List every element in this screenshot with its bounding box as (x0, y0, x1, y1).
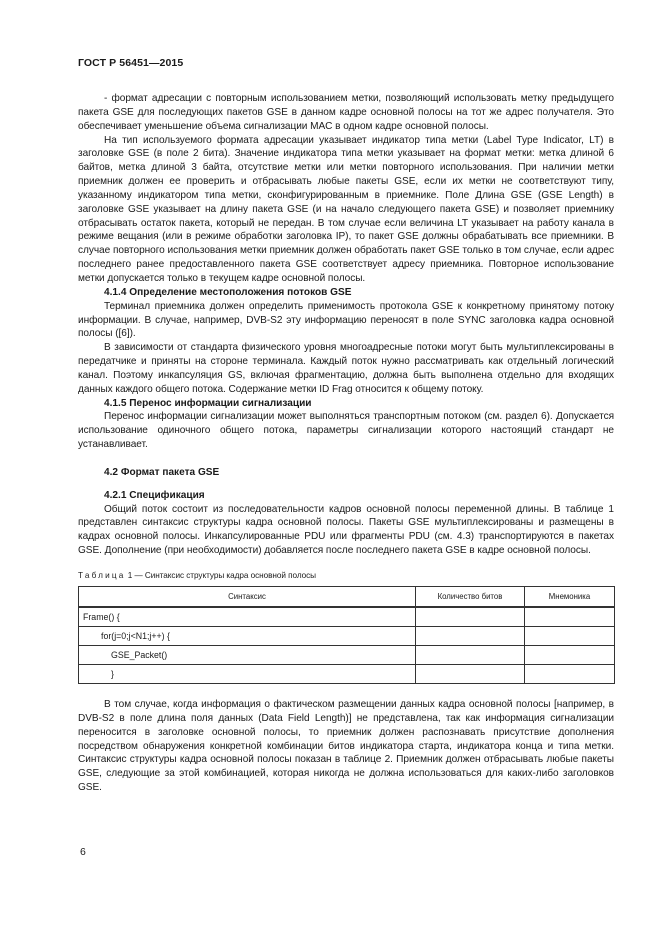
column-header-syntax: Синтаксис (79, 587, 416, 608)
mnemonic-cell (525, 607, 615, 627)
page-number: 6 (80, 846, 86, 858)
heading-4-1-5: 4.1.5 Перенос информации сигнализации (104, 397, 312, 409)
heading-4-1-4: 4.1.4 Определение местоположения потоков GSE (104, 286, 352, 298)
paragraph-specification: Общий поток состоит из последовательности кадров основной полосы переменной длины. В таблице 1 представлен синтаксис структуры кадра основной полосы. Пакеты GSE мультиплексированы и размещены в кадрах основной полосы. Инкапсулированные PDU или фрагменты PDU (см. 4.3) транспортируются в пакетах GSE. Дополнение (при необходимости) добавляется после последнего пакета GSE в кадре основной полосы. (78, 503, 614, 557)
paragraph-label-type-indicator: На тип используемого формата адресации указывает индикатор типа метки (Label Type Indicator, LT) в заголовке GSE (в поле 2 бита). Значение индикатора типа метки указывает на формат метки: метка длиной 6 байтов, метка длиной 3 байта, отсутствие метки или метки повторного использования. При наличии метки приемник должен ее проверить и отбрасывать любые пакеты GSE, если их метки не соответствуют типу, указанному индикатором типа метки, сконфигурированным в приемнике. Поле Длина GSE (GSE Length) в заголовке GSE указывает на длину пакета GSE (и на начало следующего пакета GSE) и позволяет приемнику отбрасывать остаток пакета, который не передан. В том случае если величина LT указывает на работу канала в режиме вещания (или в режиме обработки заголовка IP), то пакет GSE должны обрабатывать все приемники. В случае повторного использования метки приемник должен обработать пакет GSE только в том случае, если адрес последнего ранее предоставленного пакета GSE соответствует адресу приемника. Повторное использование метки допускается только в текущем кадре основной полосы. (78, 134, 614, 284)
mnemonic-cell (525, 646, 615, 665)
paragraph-multiplexing: В зависимости от стандарта физического уровня многоадресные потоки могут быть мультиплексированы в передатчике и приняты на стороне терминала. Каждый поток нужно рассматривать как отдельный логический канал. Поэтому инкапсуляция GS, включая фрагментацию, должна быть выполнена отдельно для входящих данных каждого общего потока. Содержание метки ID Frag относится к общему потоку. (78, 342, 614, 395)
paragraph-label-reuse: - формат адресации с повторным использованием метки, позволяющий использовать метку предыдущего пакета GSE для последующих пакетов GSE в данном кадре основной полосы на тот же адрес получателя. Это обеспечивает уменьшение объема сигнализации MAC в одном кадре основной полосы. (78, 93, 614, 132)
table-caption-label: Таблица (78, 571, 126, 580)
table-caption-text: 1 — Синтаксис структуры кадра основной полосы (125, 571, 317, 580)
document-header: ГОСТ Р 56451—2015 (78, 57, 184, 69)
column-header-bits: Количество битов (416, 587, 525, 608)
page-body (78, 92, 614, 795)
table-row (79, 607, 615, 627)
column-header-mnemonic: Мнемоника (525, 587, 615, 608)
table-caption (78, 570, 614, 582)
syntax-cell: } (79, 665, 416, 684)
table-row (79, 665, 615, 684)
bits-cell (416, 665, 525, 684)
paragraph-padding-detection: В том случае, когда информация о фактическом размещении данных кадра основной полосы [например, в DVB-S2 в поле длина поля данных (Data Field Length)] не представлена, так как информация сигнализации переносится в заголовке основной полосы, то приемник должен распознавать присутствие дополнения посредством обнаружения конкретной комбинации битов индикатора старта, индикатора конца и типа метки. Синтаксис структуры кадра основной полосы показан в таблице 2. Приемник должен отбрасывать любые пакеты GSE, следующие за этой комбинацией, которая никогда не должна использоваться для каких-либо заголовков GSE. (78, 699, 614, 794)
syntax-cell: Frame() { (79, 607, 416, 627)
bits-cell (416, 627, 525, 646)
paragraph-signalling: Перенос информации сигнализации может выполняться транспортным потоком (см. раздел 6). Допускается использование одиночного общего потока, параметры сигнализации которого настоящий стандарт не устанавливает. (78, 411, 614, 451)
table-row (79, 627, 615, 646)
bits-cell (416, 607, 525, 627)
mnemonic-cell (525, 627, 615, 646)
paragraph-stream-location: Терминал приемника должен определить применимость протокола GSE к конкретному принятому потоку информации. В случае, например, DVB-S2 эту информацию переносят в поле SYNC заголовка кадра основной полосы ([6]). (78, 300, 614, 340)
heading-4-2-1: 4.2.1 Спецификация (104, 489, 205, 501)
frame-syntax-table (78, 586, 615, 684)
syntax-cell: GSE_Packet() (79, 646, 416, 665)
bits-cell (416, 646, 525, 665)
table-header-row (79, 587, 615, 608)
syntax-cell: for(j=0;j<N1;j++) { (79, 627, 416, 646)
table-row (79, 646, 615, 665)
heading-4-2: 4.2 Формат пакета GSE (104, 466, 220, 478)
mnemonic-cell (525, 665, 615, 684)
